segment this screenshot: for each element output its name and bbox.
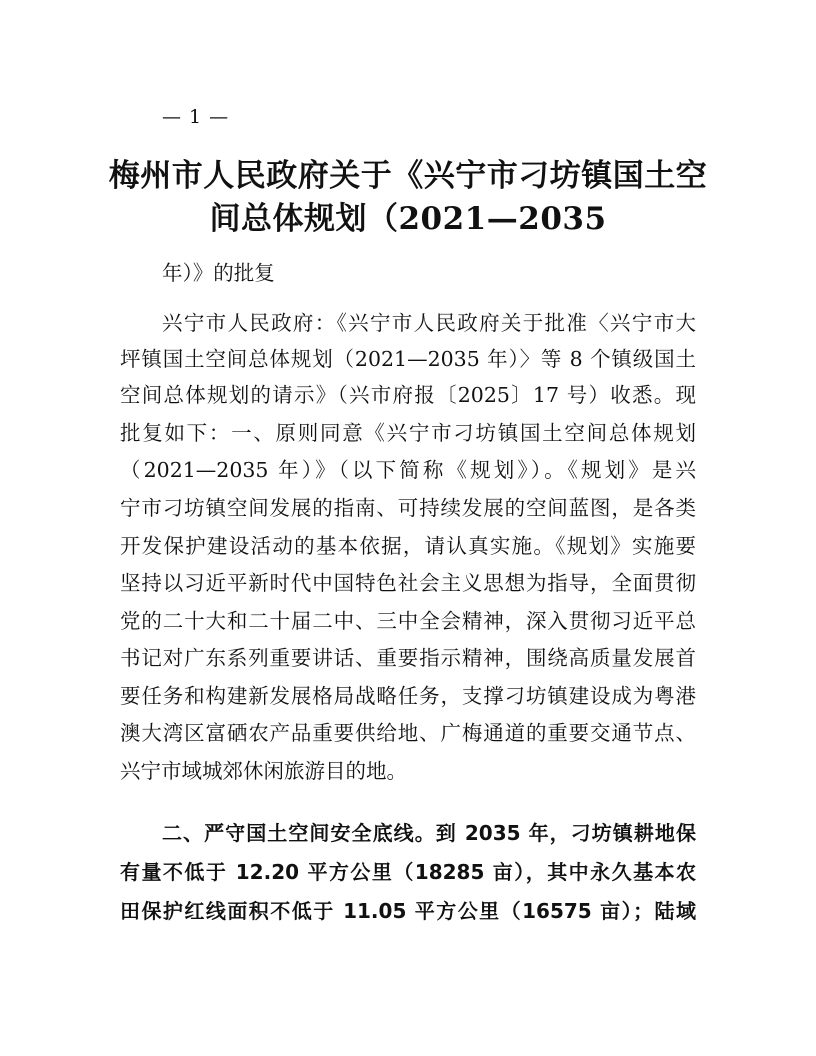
body-line: （2021—2035 年）》（以下简称《规划》）。《规划》是兴 bbox=[120, 458, 696, 482]
section-2-line: 二、严守国土空间安全底线。到 2035 年，刁坊镇耕地保 bbox=[162, 821, 696, 845]
section-2-line: 有量不低于 12.20 平方公里（18285 亩），其中永久基本农 bbox=[120, 860, 696, 884]
body-line: 兴宁市人民政府：《兴宁市人民政府关于批准〈兴宁市大 bbox=[162, 311, 696, 335]
document-title-line-1: 梅州市人民政府关于《兴宁市刁坊镇国土空 bbox=[108, 158, 708, 194]
body-line: 澳大湾区富硒农产品重要供给地、广梅通道的重要交通节点、 bbox=[120, 721, 696, 745]
body-line: 空间总体规划的请示》（兴市府报〔2025〕17 号）收悉。现 bbox=[120, 383, 696, 407]
body-line: 书记对广东系列重要讲话、重要指示精神，围绕高质量发展首 bbox=[120, 646, 696, 670]
body-line: 坪镇国土空间总体规划（2021—2035 年）〉等 8 个镇级国土 bbox=[120, 347, 696, 371]
body-line: 坚持以习近平新时代中国特色社会主义思想为指导，全面贯彻 bbox=[120, 571, 696, 595]
title-tail-line: 年）》的批复 bbox=[162, 261, 275, 285]
body-line: 批复如下：一、原则同意《兴宁市刁坊镇国土空间总体规划 bbox=[120, 421, 696, 445]
body-line: 兴宁市域城郊休闲旅游目的地。 bbox=[120, 759, 407, 783]
body-line: 开发保护建设活动的基本依据，请认真实施。《规划》实施要 bbox=[120, 534, 696, 558]
section-2-line: 田保护红线面积不低于 11.05 平方公里（16575 亩）；陆域 bbox=[120, 899, 696, 923]
page-number: — 1 — bbox=[162, 106, 230, 128]
document-title-line-2: 间总体规划（2021—2035 bbox=[209, 201, 607, 237]
body-line: 党的二十大和二十届二中、三中全会精神，深入贯彻习近平总 bbox=[120, 609, 696, 633]
body-line: 宁市刁坊镇空间发展的指南、可持续发展的空间蓝图，是各类 bbox=[120, 496, 696, 520]
body-line: 要任务和构建新发展格局战略任务，支撑刁坊镇建设成为粤港 bbox=[120, 684, 696, 708]
